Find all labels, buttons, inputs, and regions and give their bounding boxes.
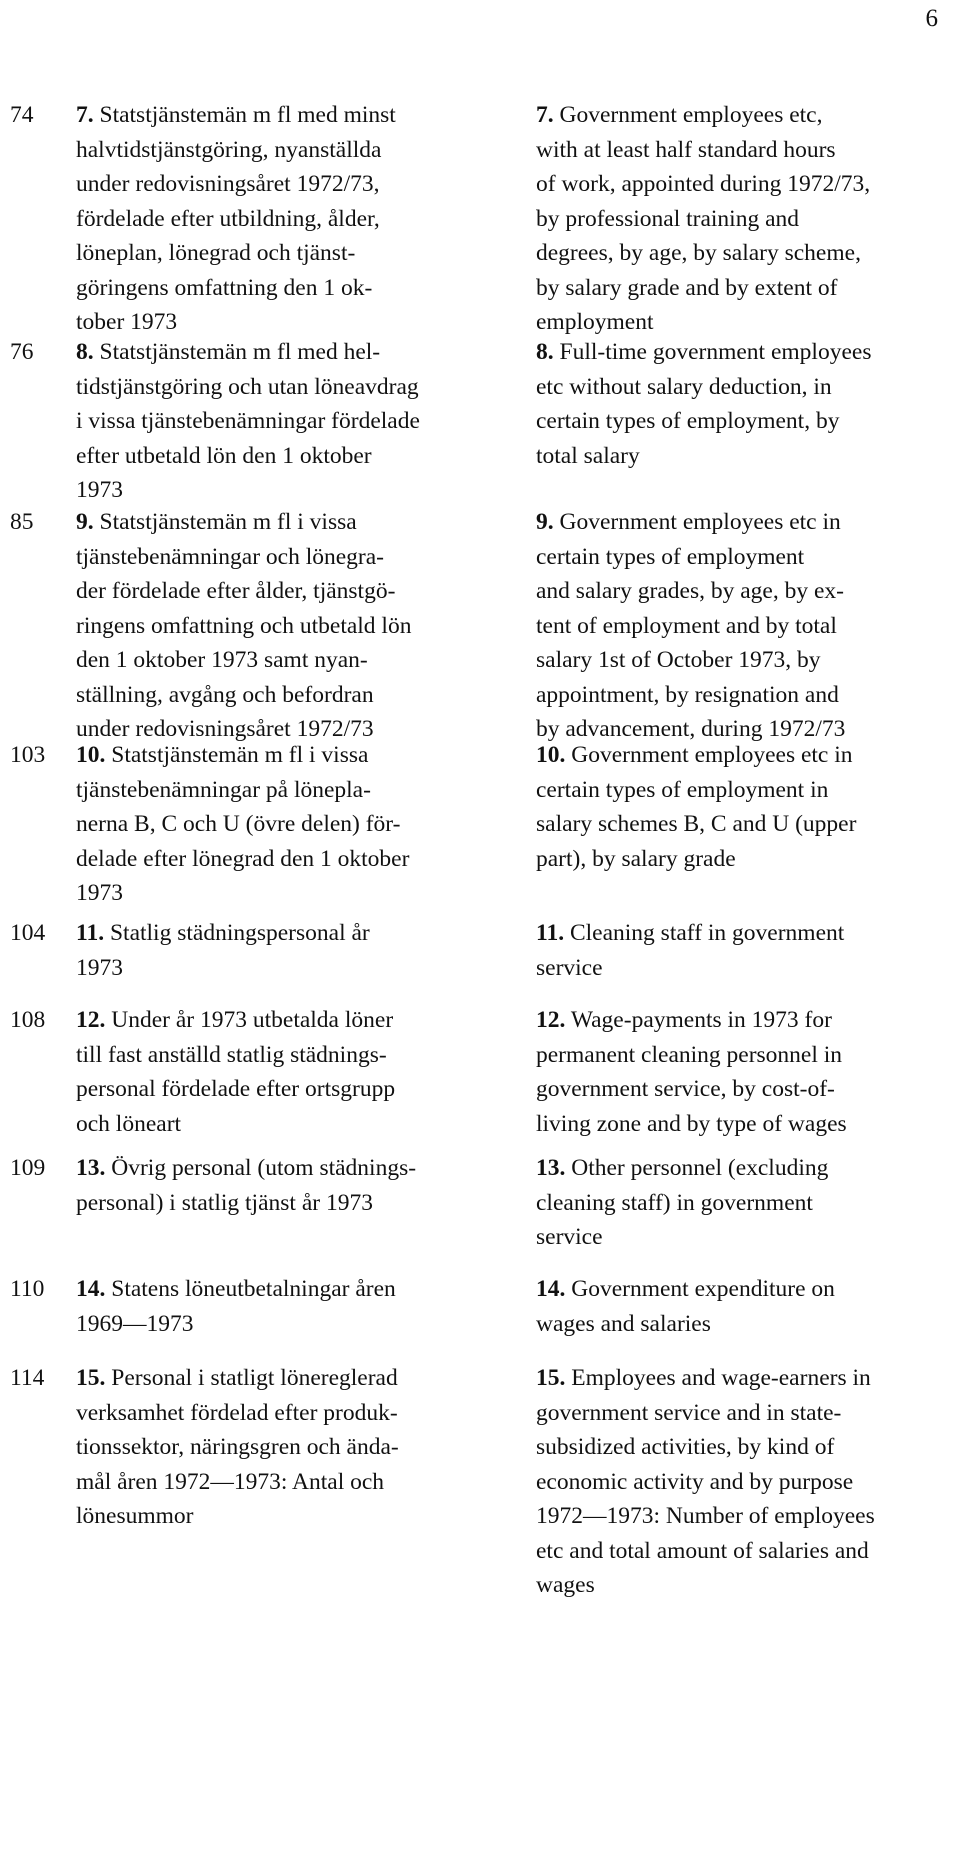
title-line	[536, 916, 946, 951]
title-line	[536, 678, 946, 713]
title-line	[76, 1151, 506, 1186]
line-text: personal fördelade efter ortsgrupp	[76, 1076, 396, 1102]
title-line	[536, 370, 946, 405]
entry-number: 11.	[76, 920, 105, 946]
entry-number: 10.	[76, 742, 106, 768]
entry-page-number: 76	[10, 339, 34, 365]
entry-page-number: 108	[10, 1007, 46, 1033]
line-text: cleaning staff) in government	[536, 1189, 813, 1216]
title-line	[76, 1465, 506, 1500]
line-text: ringens omfattning och utbetald lön	[76, 612, 412, 639]
line-text: verksamhet fördelad efter produk-	[76, 1399, 398, 1426]
title-line	[76, 609, 506, 644]
swedish-title	[76, 1361, 506, 1534]
line-text: Statens löneutbetalningar åren	[111, 1276, 396, 1302]
title-line	[76, 133, 506, 168]
title-line	[536, 505, 946, 540]
title-line	[536, 98, 946, 133]
line-text: service	[536, 1224, 603, 1250]
entry-page-number: 103	[10, 742, 46, 768]
title-line	[76, 505, 506, 540]
line-text: economic activity and by purpose	[536, 1468, 854, 1495]
line-text: Statlig städningspersonal år	[109, 920, 370, 946]
title-line	[76, 1003, 506, 1038]
line-text: efter utbetald lön den 1 oktober	[76, 442, 372, 469]
line-text: under redovisningsåret 1972/73,	[76, 171, 380, 197]
line-text: degrees, by age, by salary scheme,	[536, 240, 861, 266]
english-title	[536, 916, 946, 985]
entry-number: 9.	[76, 509, 94, 535]
title-line	[76, 1186, 506, 1221]
title-line	[536, 202, 946, 237]
title-line	[536, 773, 946, 808]
line-text: Statstjänstemän m fl med minst	[99, 102, 396, 128]
title-line	[76, 370, 506, 405]
swedish-title	[76, 1003, 506, 1141]
line-text: wages	[536, 1572, 595, 1598]
line-text: Cleaning staff in government	[569, 920, 845, 946]
line-text: certain types of employment	[536, 543, 805, 570]
line-text: salary schemes B, C and U (upper	[536, 811, 857, 837]
swedish-title	[76, 98, 506, 340]
line-text: Government employees etc,	[559, 102, 823, 128]
title-line	[536, 1220, 946, 1255]
line-text: etc and total amount of salaries and	[536, 1537, 869, 1564]
title-line	[536, 271, 946, 306]
line-text: ställning, avgång och befordran	[76, 681, 374, 708]
entry-number: 8.	[536, 339, 554, 365]
line-text: certain types of employment, by	[536, 408, 840, 434]
title-line	[76, 473, 506, 508]
title-line	[76, 574, 506, 609]
entry-number: 9.	[536, 509, 554, 535]
entry-page-number: 85	[10, 509, 34, 535]
swedish-title	[76, 335, 506, 508]
line-text: göringens omfattning den 1 ok-	[76, 274, 373, 301]
entry-number: 11.	[536, 920, 565, 946]
line-text: personal) i statlig tjänst år 1973	[76, 1189, 373, 1216]
title-line	[76, 773, 506, 808]
line-text: fördelade efter utbildning, ålder,	[76, 205, 380, 232]
title-line	[76, 738, 506, 773]
line-text: by professional training and	[536, 205, 800, 232]
line-text: Statstjänstemän m fl i vissa	[99, 509, 357, 535]
title-line	[76, 540, 506, 575]
title-line	[536, 1430, 946, 1465]
english-title	[536, 1361, 946, 1603]
title-line	[536, 1107, 946, 1142]
line-text: appointment, by resignation and	[536, 681, 839, 708]
line-text: tober 1973	[76, 309, 178, 335]
line-text: halvtidstjänstgöring, nyanställda	[76, 136, 382, 163]
english-title	[536, 1003, 946, 1141]
entry-page-number: 74	[10, 102, 34, 128]
line-text: government service and in state-	[536, 1399, 842, 1426]
line-text: 1973	[76, 880, 123, 906]
line-text: by salary grade and by extent of	[536, 274, 838, 301]
line-text: tjänstebenämningar och lönegra-	[76, 543, 384, 570]
title-line	[76, 916, 506, 951]
title-line	[536, 404, 946, 439]
line-text: den 1 oktober 1973 samt nyan-	[76, 647, 368, 673]
line-text: der fördelade efter ålder, tjänstgö-	[76, 578, 396, 604]
line-text: och löneart	[76, 1110, 182, 1137]
entry-number: 8.	[76, 339, 94, 365]
line-text: Employees and wage-earners in	[571, 1365, 871, 1391]
title-line	[536, 1499, 946, 1534]
line-text: löneplan, lönegrad och tjänst-	[76, 240, 356, 266]
title-line	[536, 842, 946, 877]
entry-number: 7.	[76, 102, 94, 128]
title-line	[536, 807, 946, 842]
line-text: salary 1st of October 1973, by	[536, 647, 821, 673]
line-text: employment	[536, 309, 654, 335]
english-title	[536, 738, 946, 876]
title-line	[536, 1038, 946, 1073]
line-text: total salary	[536, 442, 640, 469]
line-text: part), by salary grade	[536, 845, 736, 872]
line-text: delade efter lönegrad den 1 oktober	[76, 845, 410, 872]
line-text: Statstjänstemän m fl med hel-	[99, 339, 381, 365]
line-text: tjänstebenämningar på lönepla-	[76, 776, 371, 803]
title-line	[76, 98, 506, 133]
title-line	[76, 236, 506, 271]
title-line	[536, 1361, 946, 1396]
entry-number: 15.	[76, 1365, 106, 1391]
title-line	[536, 609, 946, 644]
entry-number: 7.	[536, 102, 554, 128]
title-line	[76, 202, 506, 237]
entry-page-number: 109	[10, 1155, 46, 1181]
line-text: and salary grades, by age, by ex-	[536, 578, 844, 604]
line-text: till fast anställd statlig städnings-	[76, 1041, 387, 1068]
line-text: government service, by cost-of-	[536, 1076, 835, 1102]
line-text: Övrig personal (utom städnings-	[111, 1155, 417, 1181]
title-line	[536, 236, 946, 271]
title-line	[76, 439, 506, 474]
title-line	[76, 404, 506, 439]
line-text: mål åren 1972—1973: Antal och	[76, 1468, 385, 1495]
entry-page-number: 114	[10, 1365, 45, 1391]
line-text: of work, appointed during 1972/73,	[536, 171, 871, 197]
title-line	[76, 1430, 506, 1465]
entry-number: 12.	[76, 1007, 106, 1033]
english-title	[536, 1272, 946, 1341]
title-line	[76, 1107, 506, 1142]
title-line	[76, 643, 506, 678]
swedish-title	[76, 916, 506, 985]
line-text: service	[536, 954, 603, 981]
entry-number: 14.	[536, 1276, 566, 1302]
swedish-title	[76, 738, 506, 911]
line-text: Government employees etc in	[559, 509, 841, 535]
line-text: i vissa tjänstebenämningar fördelade	[76, 408, 420, 434]
line-text: Government employees etc in	[571, 742, 853, 768]
title-line	[76, 167, 506, 202]
title-line	[536, 133, 946, 168]
entry-number: 13.	[536, 1155, 566, 1181]
title-line	[536, 1003, 946, 1038]
line-text: certain types of employment in	[536, 776, 829, 803]
entry-number: 13.	[76, 1155, 106, 1181]
line-text: Full-time government employees	[559, 339, 872, 365]
title-line	[536, 1272, 946, 1307]
line-text: lönesummor	[76, 1503, 194, 1529]
entry-number: 14.	[76, 1276, 106, 1302]
entry-page-number: 104	[10, 920, 46, 946]
title-line	[76, 271, 506, 306]
line-text: 1972—1973: Number of employees	[536, 1503, 875, 1529]
title-line	[76, 951, 506, 986]
line-text: tidstjänstgöring och utan löneavdrag	[76, 373, 419, 400]
swedish-title	[76, 1272, 506, 1341]
line-text: Personal i statligt lönereglerad	[111, 1365, 398, 1391]
swedish-title	[76, 505, 506, 747]
line-text: 1973	[76, 477, 123, 503]
title-line	[76, 1272, 506, 1307]
title-line	[76, 678, 506, 713]
title-line	[76, 1361, 506, 1396]
line-text: tent of employment and by total	[536, 612, 837, 639]
line-text: Wage-payments in 1973 for	[570, 1007, 832, 1033]
line-text: Other personnel (excluding	[571, 1155, 829, 1181]
title-line	[76, 876, 506, 911]
entry-page-number: 110	[10, 1276, 45, 1302]
line-text: under redovisningsåret 1972/73	[76, 716, 374, 742]
line-text: by advancement, during 1972/73	[536, 716, 846, 742]
title-line	[536, 1465, 946, 1500]
english-title	[536, 98, 946, 340]
line-text: 1973	[76, 954, 123, 981]
title-line	[76, 842, 506, 877]
title-line	[76, 1307, 506, 1342]
title-line	[536, 574, 946, 609]
title-line	[536, 1534, 946, 1569]
line-text: Government expenditure on	[571, 1276, 835, 1302]
line-text: 1969—1973	[76, 1310, 194, 1337]
title-line	[76, 1499, 506, 1534]
title-line	[76, 1396, 506, 1431]
title-line	[536, 1151, 946, 1186]
line-text: permanent cleaning personnel in	[536, 1041, 843, 1068]
line-text: living zone and by type of wages	[536, 1110, 847, 1137]
swedish-title	[76, 1151, 506, 1220]
title-line	[536, 540, 946, 575]
entry-number: 12.	[536, 1007, 566, 1033]
line-text: with at least half standard hours	[536, 136, 836, 163]
title-line	[536, 1568, 946, 1603]
english-title	[536, 505, 946, 747]
title-line	[536, 1396, 946, 1431]
entry-number: 10.	[536, 742, 566, 768]
line-text: Statstjänstemän m fl i vissa	[111, 742, 369, 768]
title-line	[536, 439, 946, 474]
line-text: etc without salary deduction, in	[536, 373, 832, 400]
title-line	[536, 167, 946, 202]
line-text: subsidized activities, by kind of	[536, 1434, 835, 1460]
title-line	[76, 1072, 506, 1107]
english-title	[536, 335, 946, 473]
title-line	[76, 807, 506, 842]
line-text: Under år 1973 utbetalda löner	[111, 1007, 394, 1033]
title-line	[536, 335, 946, 370]
title-line	[76, 335, 506, 370]
english-title	[536, 1151, 946, 1255]
line-text: wages and salaries	[536, 1310, 711, 1337]
line-text: tionssektor, näringsgren och ända-	[76, 1434, 399, 1460]
title-line	[76, 1038, 506, 1073]
line-text: nerna B, C och U (övre delen) för-	[76, 811, 401, 837]
page-number: 6	[925, 5, 938, 32]
title-line	[536, 1072, 946, 1107]
entry-number: 15.	[536, 1365, 566, 1391]
title-line	[536, 951, 946, 986]
title-line	[536, 643, 946, 678]
title-line	[536, 1307, 946, 1342]
title-line	[536, 738, 946, 773]
title-line	[536, 1186, 946, 1221]
